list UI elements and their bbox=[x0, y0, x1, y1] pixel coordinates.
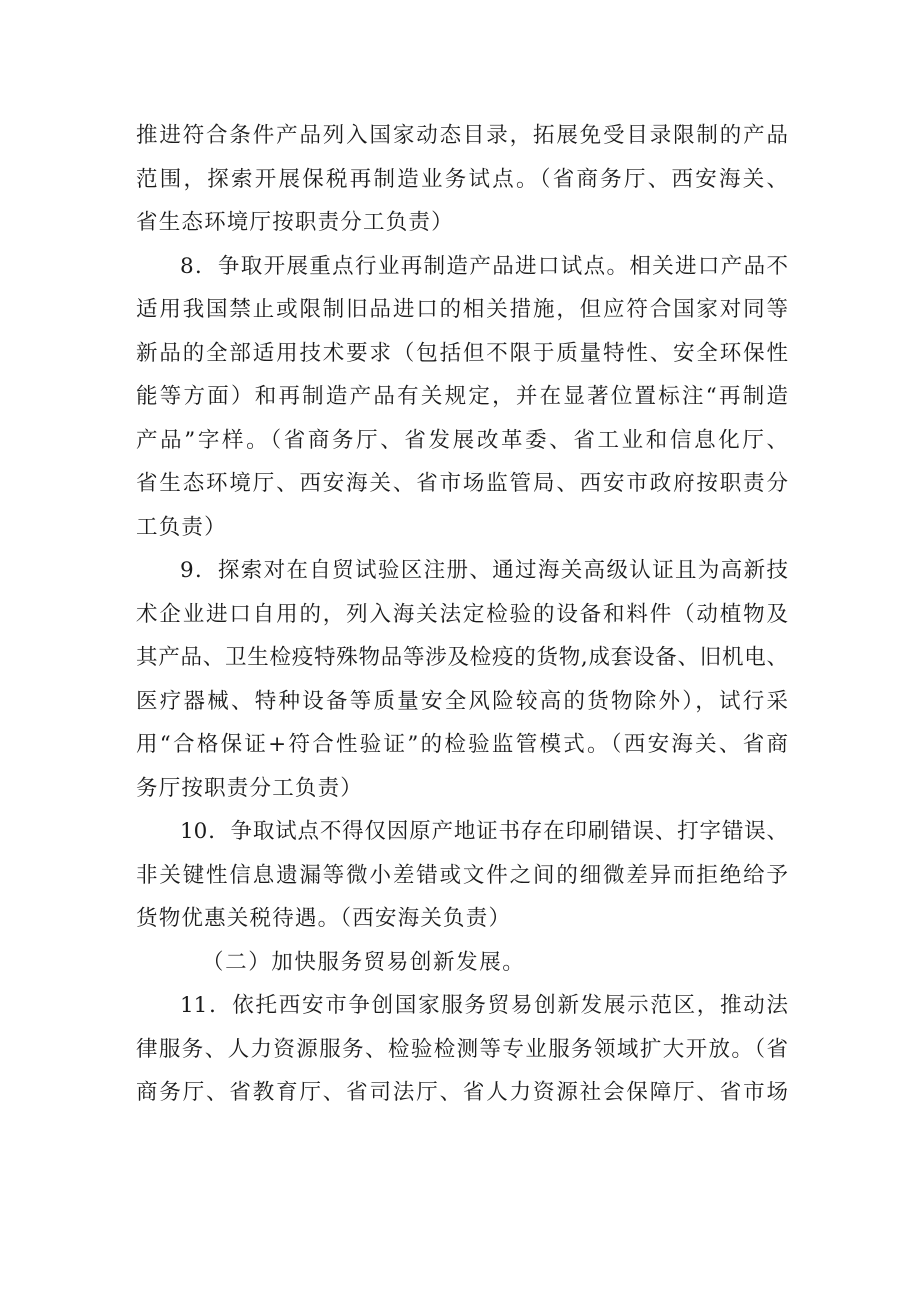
section-heading: （二）加快服务贸易创新发展。 bbox=[202, 949, 526, 975]
text-line: 务厅按职责分工负责） bbox=[136, 775, 364, 801]
item-10-heading: 10．争取试点不得仅因原产地证书存在印刷错误、打字错误、 bbox=[180, 819, 788, 844]
document-body bbox=[136, 114, 788, 1115]
text-line: 律服务、人力资源服务、检验检测等专业服务领域扩大开放。（省 bbox=[136, 1036, 788, 1062]
text-line: 省生态环境厅按职责分工负责） bbox=[136, 210, 454, 235]
text-line: 工负责） bbox=[136, 514, 227, 540]
text-line: 省生态环境厅、西安海关、省市场监管局、西安市政府按职责分 bbox=[136, 471, 788, 496]
text-line: 适用我国禁止或限制旧品进口的相关措施，但应符合国家对同等 bbox=[136, 297, 788, 322]
text-line: 推进符合条件产品列入国家动态目录，拓展免受目录限制的产品 bbox=[136, 123, 788, 148]
item-9-heading: 9．探索对在自贸试验区注册、通过海关高级认证且为高新技 bbox=[180, 558, 788, 583]
text-line: 新品的全部适用技术要求（包括但不限于质量特性、安全环保性 bbox=[136, 340, 788, 366]
text-line: 能等方面）和再制造产品有关规定，并在显著位置标注“再制造 bbox=[136, 384, 788, 409]
text-line: 医疗器械、特种设备等质量安全风险较高的货物除外），试行采 bbox=[136, 688, 788, 714]
text-line: 商务厅、省教育厅、省司法厅、省人力资源社会保障厅、省市场 bbox=[136, 1080, 788, 1105]
text-line: 非关键性信息遗漏等微小差错或文件之间的细微差异而拒绝给予 bbox=[136, 862, 788, 888]
text-line: 货物优惠关税待遇。（西安海关负责） bbox=[136, 906, 512, 931]
text-line: 其产品、卫生检疫特殊物品等涉及检疫的货物,成套设备、旧机电、 bbox=[136, 645, 788, 670]
item-8-heading: 8．争取开展重点行业再制造产品进口试点。相关进口产品不 bbox=[180, 253, 788, 279]
item-11-heading: 11．依托西安市争创国家服务贸易创新发展示范区，推动法 bbox=[180, 993, 788, 1018]
text-line: 产品”字样。（省商务厅、省发展改革委、省工业和信息化厅、 bbox=[136, 427, 788, 453]
text-line: 术企业进口自用的，列入海关法定检验的设备和料件（动植物及 bbox=[136, 601, 788, 627]
text-line: 用“合格保证+符合性验证”的检验监管模式。（西安海关、省商 bbox=[136, 732, 788, 757]
text-line: 范围，探索开展保税再制造业务试点。（省商务厅、西安海关、 bbox=[136, 166, 788, 192]
